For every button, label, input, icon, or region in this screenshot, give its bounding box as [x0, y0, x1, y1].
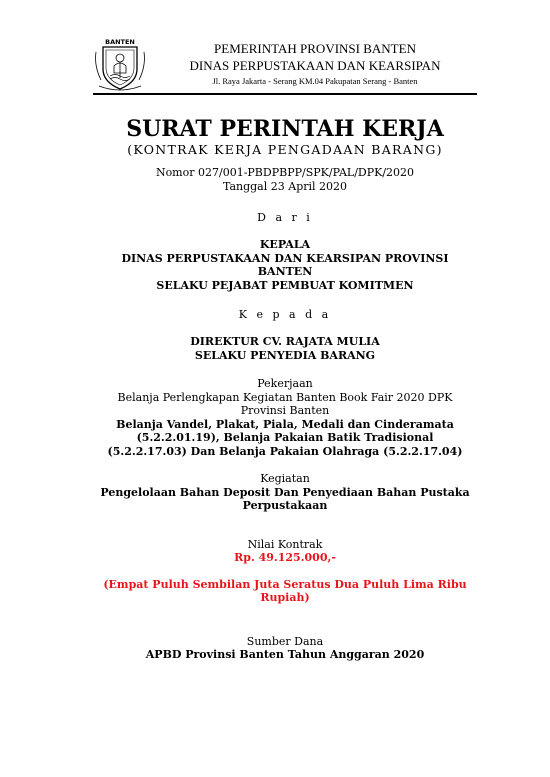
contract-value-words-line: (Empat Puluh Sembilan Juta Seratus Dua Puluh Lima Ribu — [103, 577, 467, 591]
agency-name: DINAS PERPUSTAKAAN DAN KEARSIPAN — [189, 58, 441, 73]
to-block — [92, 335, 478, 362]
work-label: Pekerjaan — [257, 377, 313, 390]
document-title: SURAT PERINTAH KERJA — [126, 116, 444, 142]
work-line: Provinsi Banten — [240, 404, 330, 417]
government-name: PEMERINTAH PROVINSI BANTEN — [214, 41, 416, 56]
letterhead-divider — [93, 93, 477, 95]
contract-value-label: Nilai Kontrak — [247, 537, 323, 551]
banten-coat-of-arms-logo — [93, 36, 147, 92]
work-line: Belanja Perlengkapan Kegiatan Banten Book Fair 2020 DPK — [117, 390, 453, 404]
from-label: D a r i — [257, 211, 313, 224]
document-number: Nomor 027/001-PBDPBPP/SPK/PAL/DPK/2020 — [155, 166, 415, 179]
activity-block — [92, 486, 478, 513]
from-line: KEPALA — [259, 238, 311, 251]
work-block — [92, 391, 478, 459]
work-detail-line: Belanja Vandel, Plakat, Piala, Medali dan Cinderamata — [116, 417, 454, 431]
contract-value-amount: Rp. 49.125.000,- — [234, 551, 336, 564]
work-detail-line: (5.2.2.17.03) Dan Belanja Pakaian Olahraga (5.2.2.17.04) — [107, 444, 463, 458]
to-line: DIREKTUR CV. RAJATA MULIA — [190, 335, 380, 348]
agency-address: Jl. Raya Jakarta - Serang KM.04 Pakupatan Serang - Banten — [212, 76, 418, 86]
contract-value-words — [92, 578, 478, 605]
funding-source-label: Sumber Dana — [246, 634, 324, 648]
from-line: BANTEN — [257, 265, 313, 278]
from-line: DINAS PERPUSTAKAAN DAN KEARSIPAN PROVINSI — [121, 251, 449, 265]
document-date: Tanggal 23 April 2020 — [222, 180, 348, 193]
activity-line: Perpustakaan — [242, 499, 328, 512]
work-detail-line: (5.2.2.01.19), Belanja Pakaian Batik Tradisional — [136, 431, 434, 444]
svg-text:BANTEN: BANTEN — [105, 38, 135, 46]
letterhead-text — [153, 40, 477, 88]
contract-value-words-line: Rupiah) — [260, 591, 310, 604]
letterhead — [93, 36, 477, 92]
document-subtitle: (KONTRAK KERJA PENGADAAN BARANG) — [127, 142, 443, 157]
activity-line: Pengelolaan Bahan Deposit Dan Penyediaan Bahan Pustaka — [100, 485, 470, 499]
to-label: K e p a d a — [238, 308, 332, 321]
document-body — [92, 110, 478, 662]
to-line: SELAKU PENYEDIA BARANG — [194, 348, 376, 362]
from-block — [92, 238, 478, 292]
activity-label: Kegiatan — [260, 472, 310, 485]
from-line: SELAKU PEJABAT PEMBUAT KOMITMEN — [156, 278, 414, 292]
funding-source-value: APBD Provinsi Banten Tahun Anggaran 2020 — [145, 648, 425, 661]
